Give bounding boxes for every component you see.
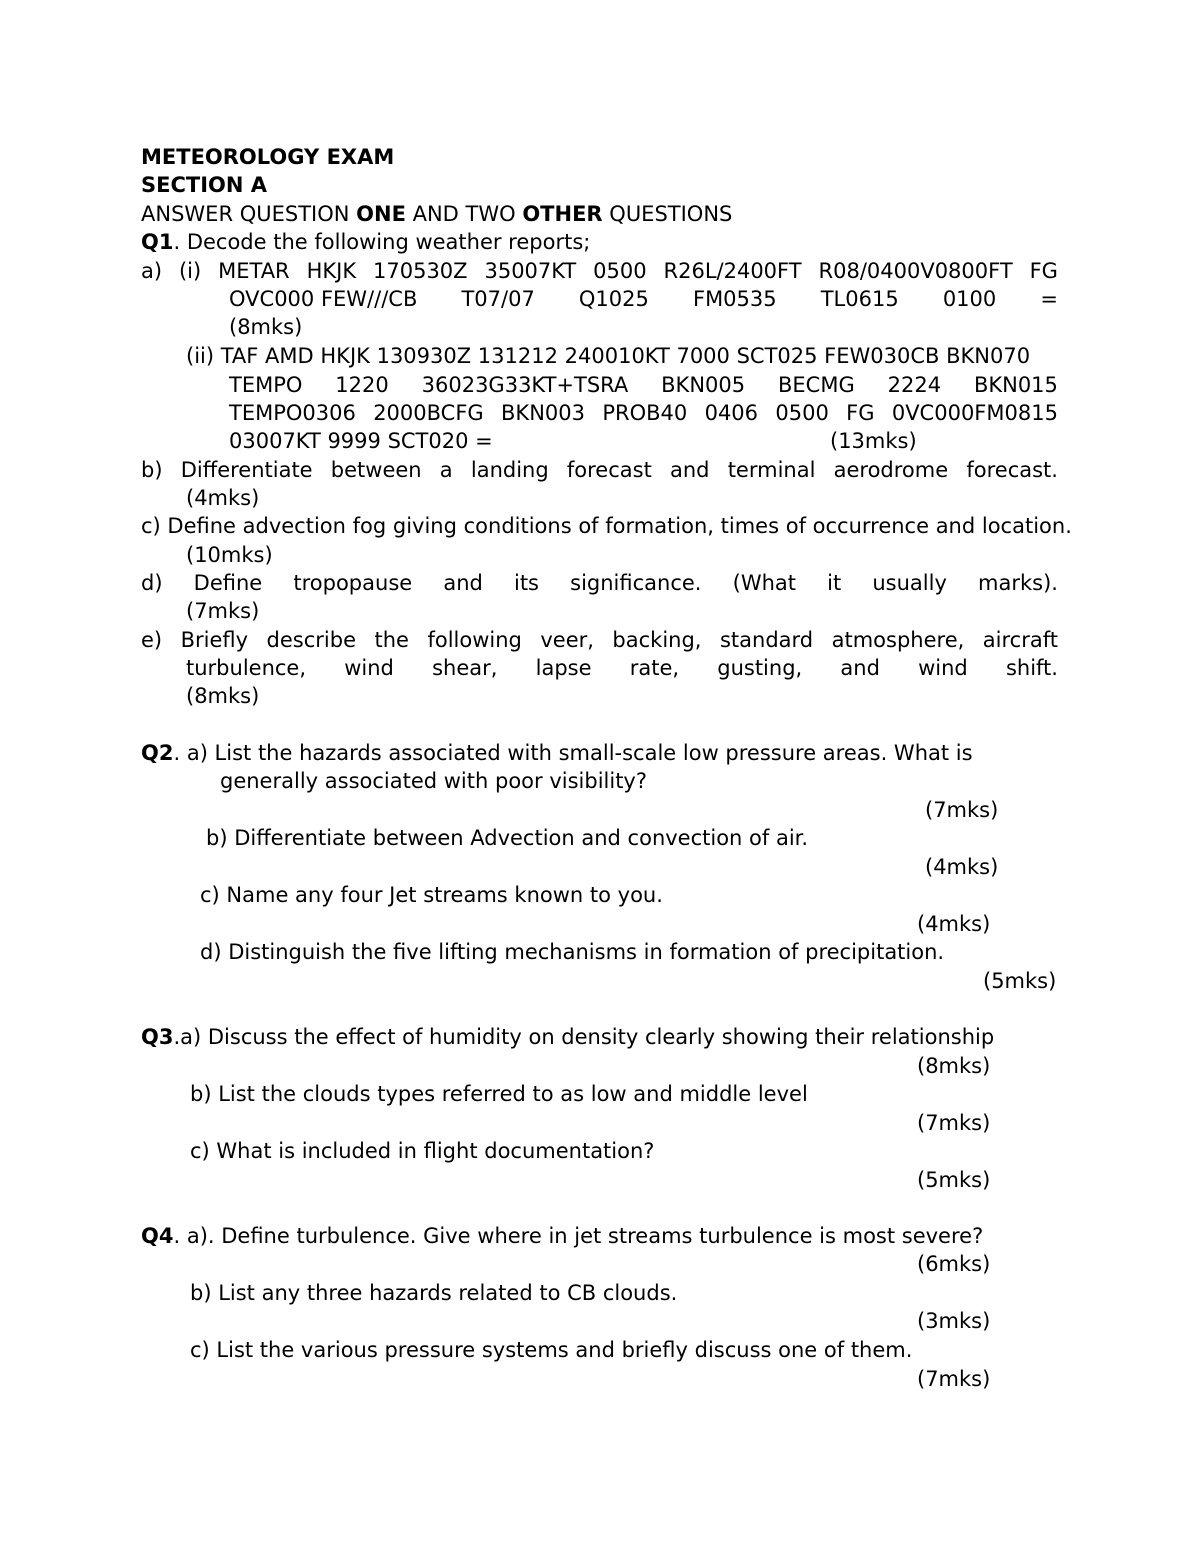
token: 0500: [593, 259, 647, 283]
q1-d-marks: (7mks): [186, 599, 260, 623]
word: terminal: [727, 458, 816, 482]
exam-title: METEOROLOGY EXAM: [141, 145, 395, 169]
q3-a-marks: (8mks): [917, 1054, 991, 1078]
q3-a-line: [141, 1023, 994, 1051]
q3-number: Q3: [141, 1025, 174, 1049]
word: turbulence,: [186, 656, 307, 680]
q2-d-line: d) Distinguish the five lifting mechanisms in formation of precipitation.: [200, 940, 945, 964]
q1-stem: [141, 228, 590, 256]
instr-part-5: QUESTIONS: [602, 202, 733, 226]
q4-a-marks: (6mks): [917, 1252, 991, 1276]
word: standard: [719, 628, 814, 652]
word: a: [439, 458, 453, 482]
token: TL0615: [820, 287, 899, 311]
token: 0100: [942, 287, 997, 311]
q1-a-ii-line3: [229, 399, 1058, 427]
token: 0406: [704, 401, 759, 425]
q1-b-marks: (4mks): [186, 486, 260, 510]
word: d): [141, 571, 163, 595]
token: TEMPO: [229, 373, 303, 397]
q2-d-marks: (5mks): [983, 969, 1057, 993]
word: aerodrome: [833, 458, 949, 482]
q2-c-line: c) Name any four Jet streams known to you.: [200, 883, 663, 907]
q3-c-marks: (5mks): [917, 1168, 991, 1192]
word: describe: [266, 628, 357, 652]
token: 0VC000FM0815: [891, 401, 1058, 425]
q4-c-marks: (7mks): [917, 1367, 991, 1391]
token: R26L/2400FT: [663, 259, 802, 283]
q1-a-i-marks: (8mks): [229, 315, 303, 339]
word: marks).: [978, 571, 1058, 595]
q2-a-line2: generally associated with poor visibility?: [220, 769, 648, 793]
token: 36023G33KT+TSRA: [421, 373, 629, 397]
q1-a-ii-line1: (ii) TAF AMD HKJK 130930Z 131212 240010KT 7000 SCT025 FEW030CB BKN070: [186, 344, 1031, 368]
section-title: SECTION A: [141, 173, 268, 197]
token: BKN015: [973, 373, 1058, 397]
word: wind: [344, 656, 394, 680]
q4-a-line: [141, 1222, 983, 1250]
q2-number: Q2: [141, 741, 174, 765]
token: FG: [846, 401, 875, 425]
q1-number: Q1: [141, 230, 174, 254]
token: 2000BCFG: [373, 401, 484, 425]
instructions: [141, 200, 732, 228]
token: 2224: [887, 373, 942, 397]
q1-a-ii-line2: [229, 371, 1058, 399]
q3-b-line: b) List the clouds types referred to as low and middle level: [190, 1082, 808, 1106]
instr-part-2: ONE: [356, 202, 406, 226]
token: FM0535: [692, 287, 777, 311]
token: BKN005: [661, 373, 746, 397]
token: =: [1040, 287, 1058, 311]
word: it: [827, 571, 842, 595]
q2-a-line1: [141, 739, 973, 767]
instr-part-1: ANSWER QUESTION: [141, 202, 357, 226]
q1-a-i-line1: [141, 257, 1058, 285]
token: METAR: [218, 259, 290, 283]
q1-c-marks: (10mks): [186, 543, 273, 567]
word: b): [141, 458, 163, 482]
word: aircraft: [982, 628, 1058, 652]
q3-a-text: .a) Discuss the effect of humidity on density clearly showing their relationship: [173, 1025, 995, 1049]
word: and: [443, 571, 483, 595]
word: forecast.: [966, 458, 1058, 482]
word: following: [427, 628, 522, 652]
word: backing,: [612, 628, 702, 652]
word: and: [670, 458, 710, 482]
q1-stem-text: . Decode the following weather reports;: [173, 230, 591, 254]
word: Briefly: [180, 628, 249, 652]
q4-b-marks: (3mks): [917, 1309, 991, 1333]
word: gusting,: [717, 656, 803, 680]
q2-a-marks: (7mks): [925, 798, 999, 822]
word: Define: [193, 571, 263, 595]
q3-b-marks: (7mks): [917, 1111, 991, 1135]
word: tropopause: [293, 571, 413, 595]
word: Differentiate: [180, 458, 313, 482]
word: veer,: [540, 628, 594, 652]
token: Q1025: [578, 287, 649, 311]
q4-b-line: b) List any three hazards related to CB clouds.: [190, 1281, 678, 1305]
q1-e-line2: [186, 654, 1058, 682]
token: HKJK: [306, 259, 357, 283]
q1-c-line: c) Define advection fog giving conditions of formation, times of occurrence and location.: [141, 514, 1072, 538]
word: e): [141, 628, 163, 652]
token: TEMPO0306: [229, 401, 356, 425]
token: PROB40: [602, 401, 688, 425]
word: significance.: [570, 571, 702, 595]
token: 1220: [335, 373, 389, 397]
word: lapse: [535, 656, 592, 680]
q1-a-ii-marks: (13mks): [830, 429, 917, 453]
token: OVC000 FEW///CB: [229, 287, 418, 311]
token: 170530Z: [373, 259, 468, 283]
q4-a-text: . a). Define turbulence. Give where in jet streams turbulence is most severe?: [173, 1224, 984, 1248]
q1-d-line: [141, 569, 1058, 597]
token: 35007KT: [484, 259, 577, 283]
token: BECMG: [778, 373, 855, 397]
instr-part-3: AND TWO: [405, 202, 523, 226]
word: shear,: [432, 656, 498, 680]
word: rate,: [629, 656, 680, 680]
word: (What: [732, 571, 796, 595]
instr-part-4: OTHER: [522, 202, 603, 226]
q2-b-marks: (4mks): [925, 855, 999, 879]
word: its: [513, 571, 539, 595]
word: forecast: [566, 458, 652, 482]
word: usually: [872, 571, 947, 595]
word: and: [840, 656, 880, 680]
q4-number: Q4: [141, 1224, 174, 1248]
q4-c-line: c) List the various pressure systems and briefly discuss one of them.: [190, 1338, 913, 1362]
word: shift.: [1005, 656, 1058, 680]
word: wind: [918, 656, 968, 680]
token: 0500: [775, 401, 829, 425]
q2-c-marks: (4mks): [917, 912, 991, 936]
word: between: [330, 458, 422, 482]
q1-a-ii-line4: 03007KT 9999 SCT020 =: [229, 429, 493, 453]
token: R08/0400V0800FT: [818, 259, 1013, 283]
token: (i): [178, 259, 202, 283]
q2-a-text: . a) List the hazards associated with small-scale low pressure areas. What is: [173, 741, 973, 765]
token: a): [141, 259, 163, 283]
q3-c-line: c) What is included in flight documentation?: [190, 1139, 655, 1163]
word: the: [374, 628, 409, 652]
q1-e-marks: (8mks): [186, 684, 260, 708]
q2-b-line: b) Differentiate between Advection and convection of air.: [206, 826, 809, 850]
q1-b-line: [141, 456, 1058, 484]
q1-e-line1: [141, 626, 1058, 654]
word: atmosphere,: [831, 628, 965, 652]
q1-a-i-line2: [229, 285, 1058, 313]
token: T07/07: [461, 287, 535, 311]
token: BKN003: [501, 401, 585, 425]
token: FG: [1029, 259, 1058, 283]
word: landing: [470, 458, 549, 482]
